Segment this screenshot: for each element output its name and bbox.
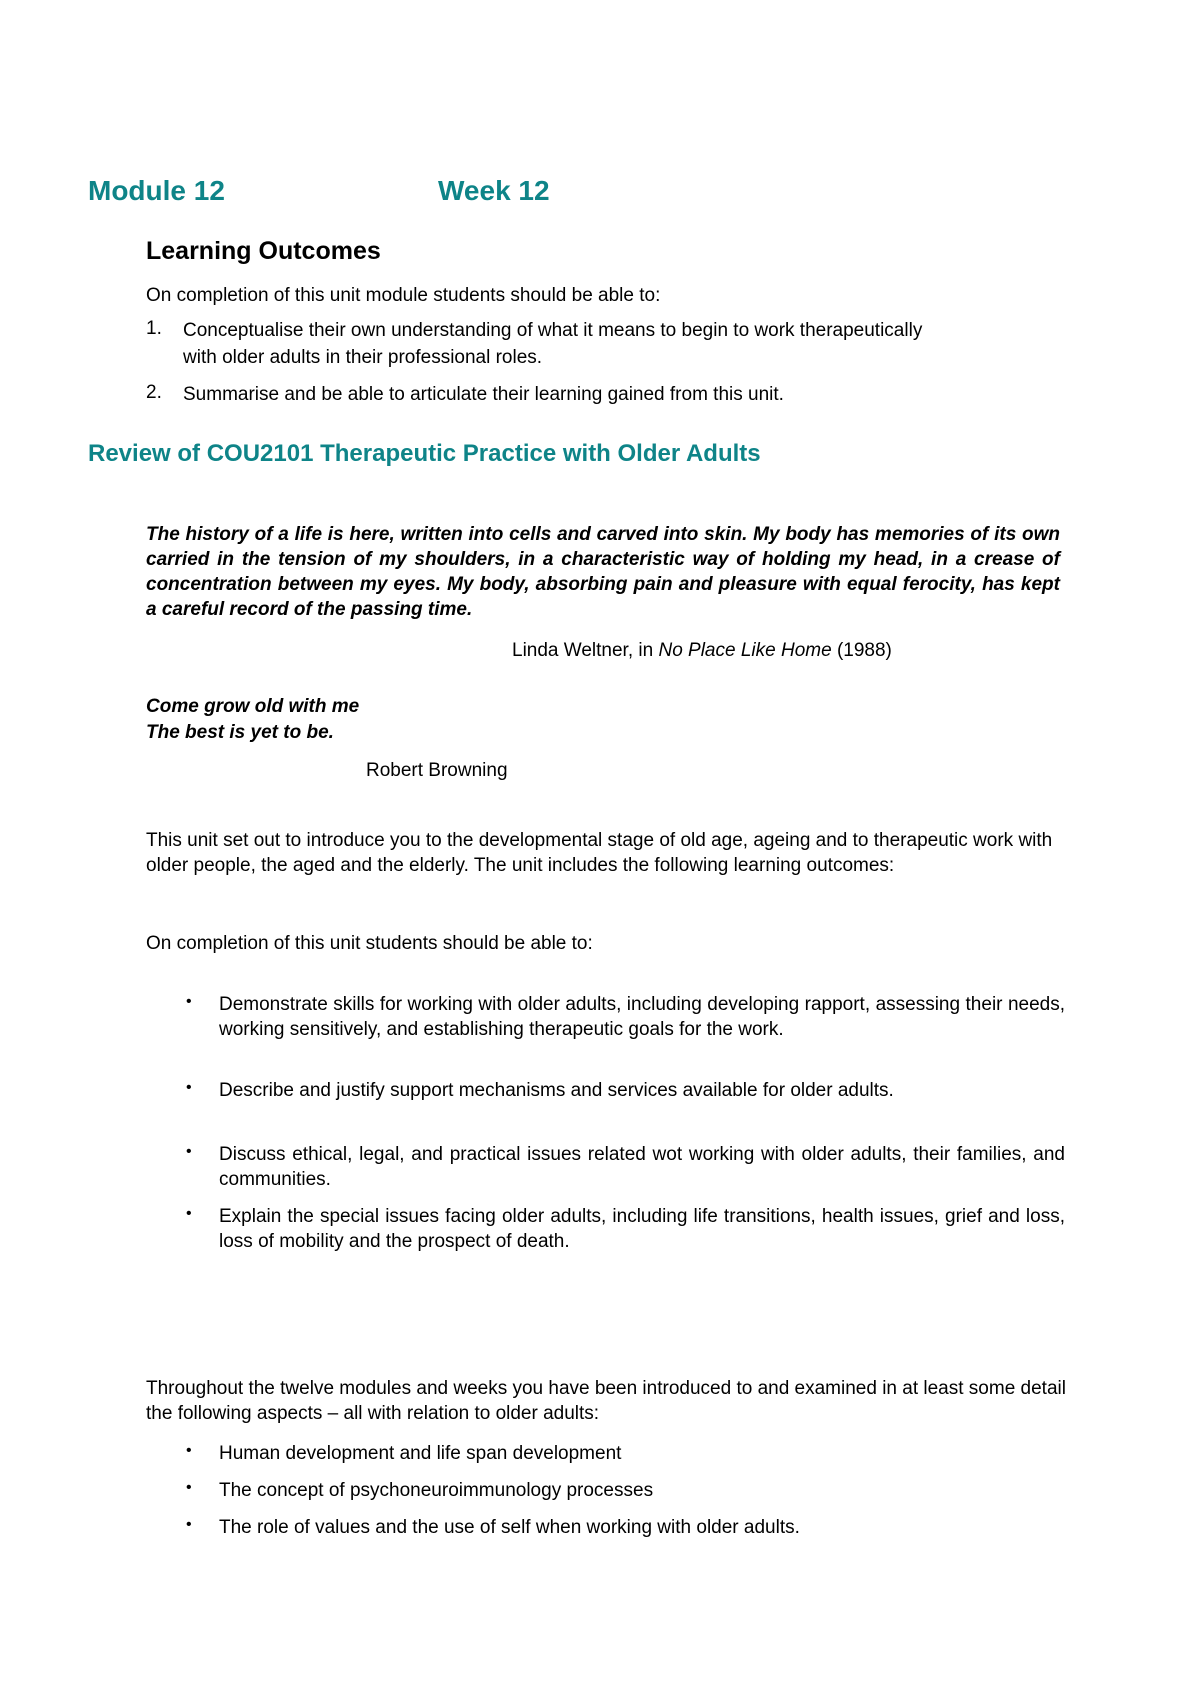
outcome-number: 1. — [146, 318, 162, 339]
browning-attribution: Robert Browning — [366, 760, 508, 781]
unit-intro-paragraph: This unit set out to introduce you to the developmental stage of old age, ageing and to therapeutic work with older people, the aged and the elderly. The unit includes the following learning outcomes: — [146, 830, 1053, 876]
browning-quote-line: The best is yet to be. — [146, 722, 334, 743]
aspect-item: Human development and life span development — [219, 1443, 622, 1464]
bullet-icon: • — [186, 993, 192, 1010]
learning-outcomes-heading: Learning Outcomes — [146, 237, 381, 265]
unit-outcome-item: Discuss ethical, legal, and practical issues related wot working with older adults, their families, and communities. — [219, 1144, 1065, 1190]
outcome-text: Summarise and be able to articulate their learning gained from this unit. — [183, 384, 784, 405]
browning-quote-line: Come grow old with me — [146, 696, 360, 717]
bullet-icon: • — [186, 1143, 192, 1160]
unit-outcome-item: Describe and justify support mechanisms and services available for older adults. — [219, 1080, 894, 1101]
bullet-icon: • — [186, 1516, 192, 1533]
aspect-item: The role of values and the use of self when working with older adults. — [219, 1517, 800, 1538]
attribution-prefix: Linda Weltner, in — [512, 640, 659, 661]
unit-outcomes-intro: On completion of this unit students should be able to: — [146, 933, 593, 954]
learning-outcomes-intro: On completion of this unit module students should be able to: — [146, 285, 661, 306]
bullet-icon: • — [186, 1205, 192, 1222]
aspect-item: The concept of psychoneuroimmunology processes — [219, 1480, 654, 1501]
outcome-text: with older adults in their professional roles. — [183, 347, 543, 368]
unit-outcome-item: Demonstrate skills for working with older adults, including developing rapport, assessing their needs, working sensitively, and establishing therapeutic goals for the work. — [219, 994, 1065, 1040]
unit-outcome-item: Explain the special issues facing older adults, including life transitions, health issues, grief and loss, loss of mobility and the prospect of death. — [219, 1206, 1065, 1252]
outcome-number: 2. — [146, 382, 162, 403]
review-heading: Review of COU2101 Therapeutic Practice with Older Adults — [88, 440, 761, 467]
bullet-icon: • — [186, 1079, 192, 1096]
module-heading: Module 12 — [88, 175, 225, 206]
weltner-quote: The history of a life is here, written into cells and carved into skin. My body has memories of its own carried in the tension of my shoulders, in a characteristic way of holding my head, in a crease of concentration between my eyes. My body, absorbing pain and pleasure with equal ferocity, has kept a careful record of the passing time. — [146, 524, 1060, 620]
attribution-title: No Place Like Home — [658, 640, 832, 661]
outcome-text: Conceptualise their own understanding of what it means to begin to work therapeutically — [183, 320, 923, 341]
bullet-icon: • — [186, 1442, 192, 1459]
weltner-attribution — [512, 638, 892, 663]
attribution-suffix: (1988) — [831, 640, 892, 661]
week-heading: Week 12 — [438, 175, 550, 206]
bullet-icon: • — [186, 1479, 192, 1496]
aspects-intro-paragraph: Throughout the twelve modules and weeks you have been introduced to and examined in at least some detail the following aspects – all with relation to older adults: — [146, 1378, 1066, 1424]
